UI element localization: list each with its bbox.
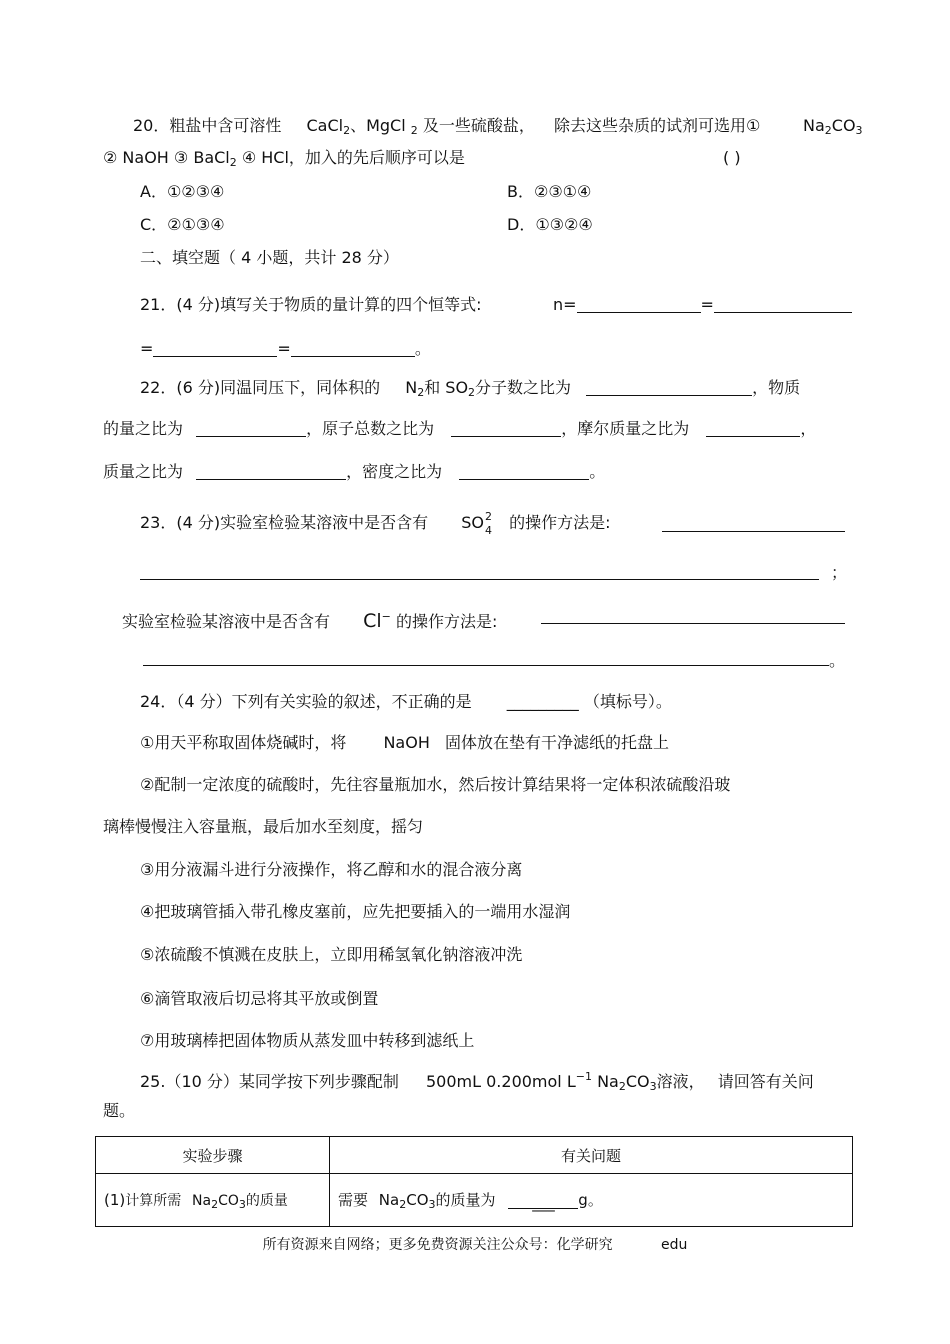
- q20-mgcl2: [366, 116, 418, 135]
- q25-a: 25.（10 分）某同学按下列步骤配制: [140, 1072, 399, 1091]
- section-title-fill-in: 二、填空题（ 4 小题，共计 28 分）: [140, 248, 399, 267]
- q23-blank-2[interactable]: [140, 579, 819, 580]
- q24-tail: （填标号）。: [583, 692, 672, 711]
- q22-and: 和: [424, 378, 441, 397]
- q22-so2: SO: [445, 378, 469, 397]
- q23-semicolon: ；: [831, 563, 848, 582]
- q20-sub2b: 2: [410, 124, 418, 137]
- q22-line3: [103, 462, 605, 482]
- q22-blank-moles[interactable]: [196, 422, 306, 437]
- q20-cacl: CaCl: [306, 116, 344, 135]
- q23-d: 的操作方法是:: [395, 612, 498, 631]
- q22-d: 的量之比为: [103, 419, 184, 438]
- footer: [0, 1234, 950, 1254]
- q23-so4-scripts: [484, 510, 494, 537]
- q25-row1-g: g。: [578, 1191, 603, 1209]
- q20-text-a: 20．粗盐中含可溶性: [133, 116, 282, 135]
- q20-na2co3: [803, 116, 863, 141]
- q20-option-b: B．②③①④: [507, 182, 592, 201]
- q22-blank-mass[interactable]: [196, 465, 346, 480]
- q24-item-7: ⑦用玻璃棒把固体物质从蒸发皿中转移到滤纸上: [140, 1031, 475, 1050]
- q25-co: CO: [625, 1072, 650, 1091]
- q25-row1-q-co: CO: [406, 1191, 429, 1209]
- q25-row1-na: Na: [192, 1192, 212, 1209]
- q21-end: 。: [414, 339, 431, 358]
- q20-line2: [103, 148, 465, 173]
- q21-n-eq: n=: [553, 295, 577, 314]
- q21-eq-3: =: [277, 339, 291, 358]
- q20-line2-a: ② NaOH ③ BaCl: [103, 148, 230, 167]
- q23-blank-4[interactable]: [143, 665, 829, 666]
- q25-row1-q-b: 的质量为: [435, 1191, 496, 1209]
- q25-c: 溶液，: [656, 1072, 705, 1091]
- q22-j: 。: [589, 462, 606, 481]
- q25-table-row: [96, 1174, 853, 1227]
- q20-line2-b: ④ HCl，加入的先后顺序可以是: [241, 148, 465, 167]
- q23-c: 实验室检验某溶液中是否含有: [122, 612, 331, 631]
- q21-blank-2[interactable]: [714, 298, 852, 313]
- q21-blank-1[interactable]: [577, 298, 701, 313]
- q23-sub4: 4: [484, 524, 492, 537]
- q22-a: 22．(6 分)同温同压下，同体积的: [140, 378, 381, 397]
- q24-item-3: ③用分液漏斗进行分液操作，将乙醇和水的混合液分离: [140, 860, 523, 879]
- q21-blank-3[interactable]: [153, 342, 277, 357]
- q22-line2: [103, 419, 816, 439]
- q22-e: ，原子总数之比为: [306, 419, 435, 438]
- q21-text: 21．(4 分)填写关于物质的量计算的四个恒等式:: [140, 295, 482, 314]
- q20-option-d: D．①③②④: [507, 215, 593, 234]
- q23-sup2: 2: [484, 510, 492, 523]
- q20-na-sub: 2: [824, 124, 832, 137]
- q24-item-2b: 璃棒慢慢注入容量瓶，最后加水至刻度，摇匀: [103, 817, 424, 836]
- q24-head: [140, 692, 672, 712]
- q25-row1-step-c: 的质量: [245, 1192, 288, 1209]
- q25-row1-co-sub: 3: [238, 1197, 246, 1211]
- q25-line2: 题。: [103, 1101, 136, 1120]
- q23-a: 23．(4 分)实验室检验某溶液中是否含有: [140, 513, 429, 532]
- q22-h: 质量之比为: [103, 462, 184, 481]
- q25-na: Na: [597, 1072, 619, 1091]
- q23-line1: [140, 510, 611, 537]
- q25-table: [95, 1136, 853, 1227]
- q22-c: ，物质: [752, 378, 801, 397]
- q22-blank-molar-mass[interactable]: [706, 422, 800, 437]
- q22-f: ，摩尔质量之比为: [561, 419, 690, 438]
- q23-blank-1[interactable]: [662, 531, 845, 532]
- q20-text-b: 及一些硫酸盐，: [422, 116, 535, 135]
- q23-minus: −: [381, 610, 391, 623]
- q25-row1-blank-marks: ___: [532, 1194, 555, 1212]
- q20-mgcl: MgCl: [366, 116, 406, 135]
- q24-item-6: ⑥滴管取液后切忌将其平放或倒置: [140, 989, 379, 1008]
- q25-row1-q-na: Na: [378, 1191, 400, 1209]
- q25-row1-blank[interactable]: [508, 1194, 578, 1212]
- q25-row1-q-a: 需要: [338, 1191, 369, 1209]
- q23-b: 的操作方法是:: [509, 513, 611, 532]
- q21-blank-4[interactable]: [291, 342, 415, 357]
- q25-table-header: [96, 1137, 853, 1174]
- q21-eq-2: =: [140, 339, 154, 358]
- q20-text-c: 除去这些杂质的试剂可选用①: [553, 116, 761, 135]
- q24-head-text: 24．（4 分）下列有关实验的叙述，不正确的是: [140, 692, 472, 711]
- q24-item-1-c: 固体放在垫有干净滤纸的托盘上: [444, 733, 669, 752]
- q22-blank-molecules[interactable]: [586, 381, 752, 396]
- q22-g: ，: [800, 419, 817, 438]
- footer-edu: edu: [661, 1237, 688, 1253]
- q25-row1-na-sub: 2: [211, 1197, 219, 1211]
- q20-sub2a: 2: [343, 124, 351, 137]
- q24-answer-blank[interactable]: _________: [506, 692, 579, 711]
- q22-n2-sub: 2: [417, 386, 425, 399]
- q25-row1-step-b: 计算所需: [125, 1192, 182, 1209]
- q22-so2-sub: 2: [468, 386, 476, 399]
- q25-d: 请回答有关问: [717, 1072, 814, 1091]
- q20-co-sub: 3: [855, 124, 863, 137]
- q22-n2: N: [405, 378, 418, 397]
- q20-answer-paren: ( ): [723, 148, 741, 167]
- q25-row1-question: [330, 1174, 853, 1227]
- q23-end: 。: [829, 651, 846, 670]
- q22-blank-atoms[interactable]: [451, 422, 561, 437]
- q24-item-1-a: ①用天平称取固体烧碱时，将: [140, 733, 347, 752]
- q20-co: CO: [831, 116, 856, 135]
- q20-option-c: C．②①③④: [140, 215, 225, 234]
- q22-i: ，密度之比为: [346, 462, 443, 481]
- q20-na: Na: [803, 116, 825, 135]
- q25-row1-co: CO: [218, 1192, 239, 1209]
- q25-col-step: 实验步骤: [96, 1137, 330, 1174]
- q23-line3: [122, 607, 497, 632]
- q25-co-sub: 3: [649, 1080, 657, 1093]
- q21-eq-1: =: [700, 295, 714, 314]
- q20-cacl2: [306, 116, 350, 135]
- q20-line1: [133, 116, 760, 141]
- q23-blank-3[interactable]: [541, 623, 845, 624]
- q23-so4-ion: [461, 510, 494, 537]
- q23-cl: Cl: [363, 610, 382, 632]
- q25-row1-q-co-sub: 3: [428, 1198, 436, 1211]
- q22-b: 分子数之比为: [475, 378, 572, 397]
- q25-b: 500mL 0.200mol L: [426, 1072, 576, 1091]
- q24-item-5: ⑤浓硫酸不慎溅在皮肤上，立即用稀氢氧化钠溶液冲洗: [140, 945, 523, 964]
- q25-row1-q-na-sub: 2: [399, 1198, 407, 1211]
- q21-equation-line1: [553, 295, 852, 315]
- q21-equation-line2: [140, 339, 431, 359]
- q25-na-sub: 2: [618, 1080, 626, 1093]
- q20-bacl-sub: 2: [229, 156, 237, 169]
- q23-so4: SO: [461, 513, 484, 532]
- q25-row1-num: (1): [104, 1190, 126, 1209]
- q25-row1-step: [96, 1174, 330, 1227]
- q24-item-4: ④把玻璃管插入带孔橡皮塞前，应先把要插入的一端用水湿润: [140, 902, 571, 921]
- q22-blank-density[interactable]: [459, 465, 589, 480]
- q22-line1: [140, 378, 800, 403]
- q24-item-1-b: NaOH: [383, 733, 430, 752]
- q25-col-question: 有关问题: [330, 1137, 853, 1174]
- q24-item-1: [140, 733, 669, 753]
- q25-line1: [140, 1067, 814, 1097]
- q24-item-2a: ②配制一定浓度的硫酸时，先往容量瓶加水，然后按计算结果将一定体积浓硫酸沿玻: [140, 775, 731, 794]
- footer-text: 所有资源来自网络；更多免费资源关注公众号：化学研究: [262, 1237, 613, 1253]
- q20-option-a: A．①②③④: [140, 182, 225, 201]
- q20-sep: 、: [350, 116, 367, 135]
- q25-sup: −1: [575, 1070, 592, 1083]
